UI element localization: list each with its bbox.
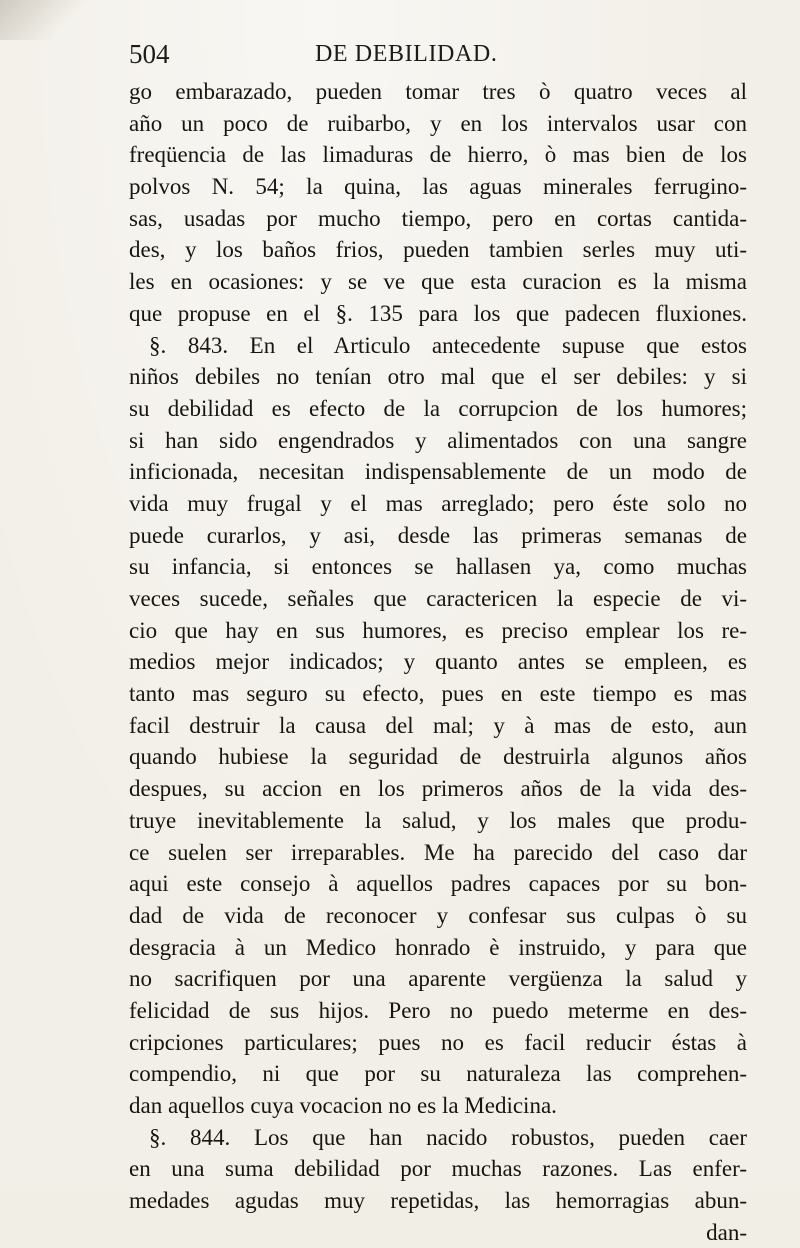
text-line: su debilidad es efecto de la corrupcion de los humores;	[129, 395, 747, 421]
paragraph-start-844: §. 844. Los que han nacido robustos, pueden caer	[149, 1124, 747, 1150]
text-line: su infancia, si entonces se hallasen ya, como muchas	[129, 554, 747, 580]
text-line: truye inevitablemente la salud, y los males que produ-	[129, 807, 747, 833]
text-line: niños debiles no tenían otro mal que el ser debiles: y si	[129, 364, 747, 390]
text-line: cio que hay en sus humores, es preciso emplear los re-	[129, 617, 747, 643]
text-line: no sacrifiquen por una aparente vergüenza la salud y	[129, 966, 747, 992]
text-line: medades agudas muy repetidas, las hemorragias abun-	[129, 1188, 747, 1214]
text-line: dad de vida de reconocer y confesar sus culpas ò su	[129, 902, 747, 928]
text-line: cripciones particulares; pues no es facil reducir éstas à	[129, 1029, 747, 1055]
text-line: inficionada, necesitan indispensablemente de un modo de	[129, 459, 747, 485]
body-text	[129, 76, 747, 1248]
page-number: 504	[129, 39, 170, 69]
text-line: puede curarlos, y asi, desde las primeras semanas de	[129, 522, 747, 548]
text-line: si han sido engendrados y alimentados con una sangre	[129, 427, 747, 453]
paragraph-start-843: §. 843. En el Articulo antecedente supuse que estos	[149, 332, 747, 358]
paper-stain	[0, 0, 90, 40]
text-line: ce suelen ser irreparables. Me ha parecido del caso dar	[129, 839, 747, 865]
text-line: sas, usadas por mucho tiempo, pero en cortas cantida-	[129, 205, 747, 231]
running-head: DE DEBILIDAD.	[315, 41, 498, 67]
text-line: quando hubiese la seguridad de destruirla algunos años	[129, 744, 747, 770]
text-line: aqui este consejo à aquellos padres capaces por su bon-	[129, 871, 747, 897]
page-header	[129, 38, 739, 70]
text-line: felicidad de sus hijos. Pero no puedo meterme en des-	[129, 997, 747, 1023]
paragraph-end-line: dan aquellos cuya vocacion no es la Medicina.	[129, 1093, 557, 1118]
text-line: que propuse en el §. 135 para los que padecen fluxiones.	[129, 300, 747, 326]
text-line: desgracia à un Medico honrado è instruido, y para que	[129, 934, 747, 960]
catchword: dan-	[706, 1219, 747, 1245]
text-line: despues, su accion en los primeros años de la vida des-	[129, 776, 747, 802]
text-line: go embarazado, pueden tomar tres ò quatro veces al	[129, 79, 747, 104]
text-line: des, y los baños frios, pueden tambien serles muy uti-	[129, 237, 747, 263]
text-line: tanto mas seguro su efecto, pues en este tiempo es mas	[129, 681, 747, 707]
text-line: en una suma debilidad por muchas razones. Las enfer-	[129, 1156, 747, 1182]
text-line: vida muy frugal y el mas arreglado; pero éste solo no	[129, 490, 747, 516]
text-line: les en ocasiones: y se ve que esta curacion es la misma	[129, 269, 747, 295]
text-line: compendio, ni que por su naturaleza las comprehen-	[129, 1061, 747, 1087]
text-line: año un poco de ruibarbo, y en los intervalos usar con	[129, 110, 747, 136]
text-line: freqüencia de las limaduras de hierro, ò mas bien de los	[129, 142, 747, 168]
text-line: medios mejor indicados; y quanto antes se empleen, es	[129, 649, 747, 675]
text-line: polvos N. 54; la quina, las aguas minerales ferrugino-	[129, 174, 747, 200]
text-line: facil destruir la causa del mal; y à mas de esto, aun	[129, 712, 747, 738]
text-line: veces sucede, señales que caractericen la especie de vi-	[129, 586, 747, 611]
